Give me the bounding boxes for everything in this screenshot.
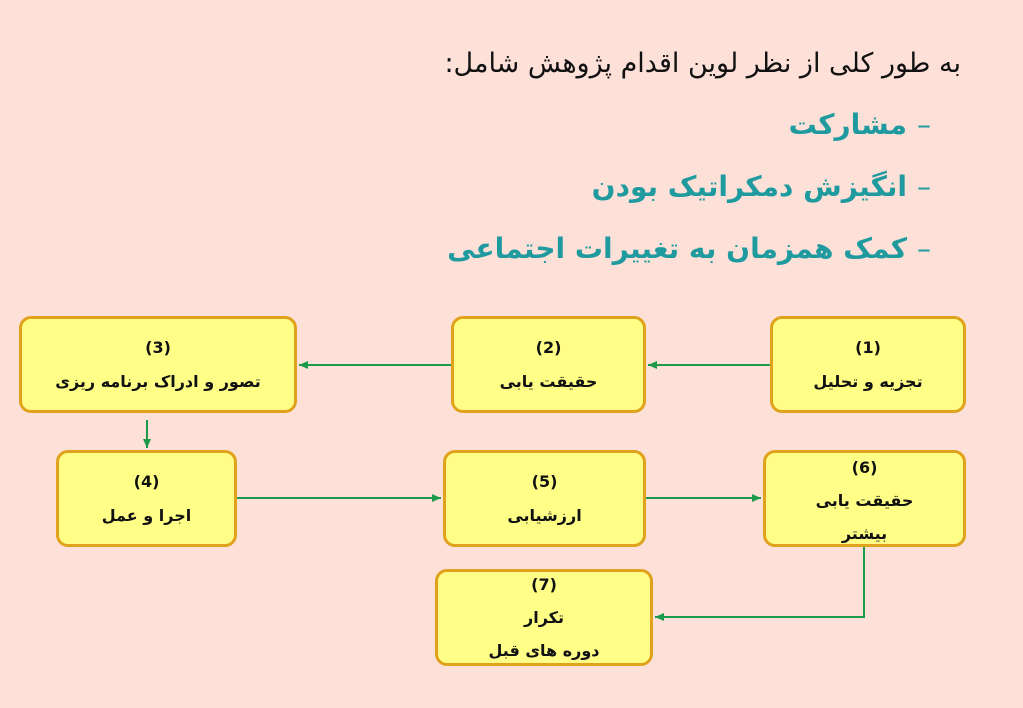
step-number: (6) <box>851 458 878 477</box>
step-number: (7) <box>531 575 557 594</box>
bullet-text: مشارکت <box>788 108 907 141</box>
step-box-action <box>56 450 237 547</box>
step-number: (1) <box>855 337 881 357</box>
step-number: (5) <box>531 471 558 491</box>
step-number: (3) <box>145 337 171 357</box>
arrow-6-to-7 <box>655 547 864 617</box>
step-label: حقیقت یابی <box>499 371 598 391</box>
step-box-repeat-cycles <box>435 569 653 666</box>
step-label: حقیقت یابی <box>815 491 914 510</box>
step-box-further-fact-finding <box>763 450 966 547</box>
step-number: (4) <box>133 471 160 491</box>
step-box-analysis <box>770 316 966 413</box>
bullet-text: کمک همزمان به تغییرات اجتماعی <box>447 232 907 265</box>
bullet-dash: – <box>917 170 931 203</box>
step-label: ارزشیابی <box>507 505 582 525</box>
step-box-fact-finding <box>451 316 646 413</box>
step-label: اجرا و عمل <box>101 505 192 525</box>
bullet-text: انگیزش دمکراتیک بودن <box>591 170 907 203</box>
step-label: تجزیه و تحلیل <box>813 371 923 391</box>
bullet-dash: – <box>917 108 931 141</box>
step-label: تکرار <box>524 608 564 627</box>
step-box-planning <box>19 316 297 413</box>
step-label-line2: دوره های قبل <box>488 641 600 660</box>
slide-heading: به طور کلی از نظر لوین اقدام پژوهش شامل: <box>444 48 961 79</box>
bullet-dash: – <box>917 232 931 265</box>
step-label: تصور و ادراک برنامه ریزی <box>55 371 261 391</box>
step-box-evaluation <box>443 450 646 547</box>
step-number: (2) <box>535 337 562 357</box>
step-label-line2: بیشتر <box>841 524 888 543</box>
